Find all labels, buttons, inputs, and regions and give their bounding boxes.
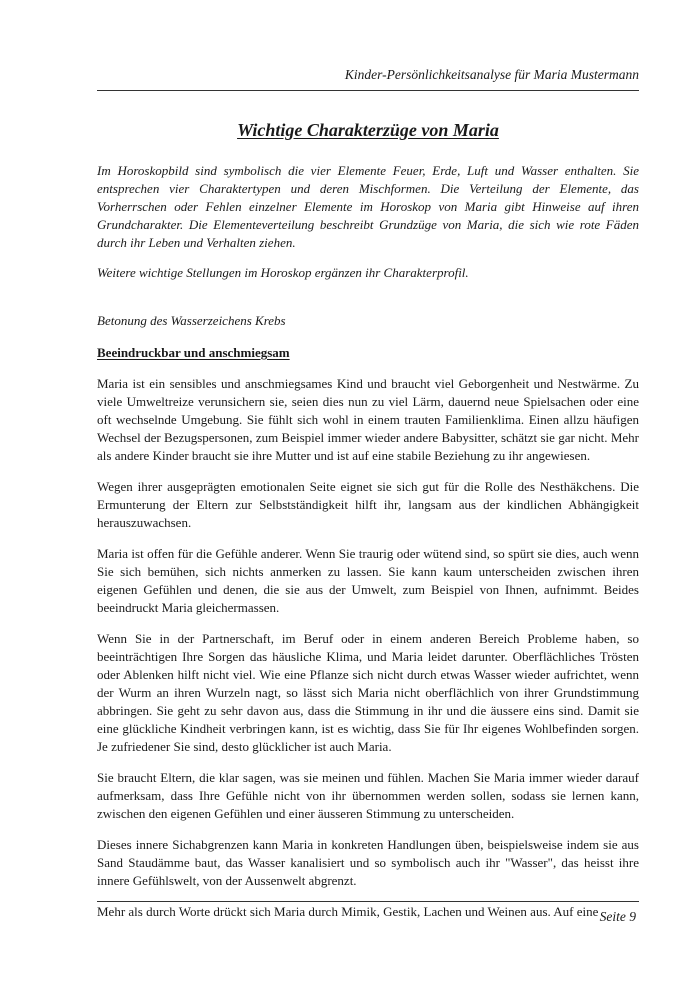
page-title: Wichtige Charakterzüge von Maria: [237, 120, 499, 140]
body-paragraph: Wegen ihrer ausgeprägten emotionalen Seite eignet sie sich gut für die Rolle des Nesthäkchens. Die Ermunterung der Eltern zur Selbstständigkeit hilft ihr, langsam aus der kindlichen Abhängigkeit herauszuwachsen.: [97, 479, 639, 530]
section-heading: Beeindruckbar und anschmiegsam: [97, 345, 290, 360]
body-paragraph: Maria ist offen für die Gefühle anderer. Wenn Sie traurig oder wütend sind, so spürt sie dies, auch wenn Sie sich bemühen, sich nichts anmerken zu lassen. Sie kann kaum unterscheiden zwischen ihren eigenen Gefühlen und denen, die sie aus der Umwelt, zum Beispiel von Ihnen, aufnimmt. Beides beeindruckt Maria gleichermassen.: [97, 546, 639, 615]
intro-paragraph: Im Horoskopbild sind symbolisch die vier Elemente Feuer, Erde, Luft und Wasser enthalten. Sie entsprechen vier Charaktertypen und deren Mischformen. Die Verteilung der Elemente, das Vorherrschen oder Fehlen einzelner Elemente im Horoskop von Maria gibt Hinweise auf ihren Grundcharakter. Die Elementeverteilung beschreibt Grundzüge von Maria, die sich wie rote Fäden durch ihr Leben und Verhalten ziehen.: [97, 163, 639, 250]
body-paragraph: Mehr als durch Worte drückt sich Maria durch Mimik, Gestik, Lachen und Weinen aus. Auf eine: [97, 904, 599, 919]
main-content: [97, 118, 639, 921]
intro-paragraph-2: Weitere wichtige Stellungen im Horoskop ergänzen ihr Charakterprofil.: [97, 265, 469, 280]
body-paragraph: Dieses innere Sichabgrenzen kann Maria in konkreten Handlungen üben, beispielsweise indem sie aus Sand Staudämme baut, das Wasser kanalisiert und so symbolisch auch ihr "Wasser", das heisst ihre innere Gefühlswelt, von der Aussenwelt abgrenzt.: [97, 837, 639, 888]
page-header: Kinder-Persönlichkeitsanalyse für Maria Mustermann: [344, 67, 639, 82]
footer-divider: [97, 901, 639, 902]
body-paragraph: Maria ist ein sensibles und anschmiegsames Kind und braucht viel Geborgenheit und Nestwärme. Zu viele Umweltreize verunsichern sie, seien dies nun zu viel Lärm, dauernd neue Spielsachen oder eine oft wechselnde Umgebung. Sie fühlt sich wohl in einem trauten Familienklima. Einen allzu häufigen Wechsel der Bezugspersonen, zum Beispiel immer wieder andere Babysitter, schätzt sie gar nicht. Mehr als andere Kinder braucht sie ihre Mutter und ist auf eine stabile Beziehung zu ihr angewiesen.: [97, 376, 639, 463]
header-divider: [97, 90, 639, 91]
body-paragraph: Sie braucht Eltern, die klar sagen, was sie meinen und fühlen. Machen Sie Maria immer wieder darauf aufmerksam, dass Ihre Gefühle nicht von ihr übernommen werden sollen, sodass sie lernen kann, zwischen den eigenen Gefühlen und einer äusseren Stimmung zu unterscheiden.: [97, 770, 639, 821]
section-label: Betonung des Wasserzeichens Krebs: [97, 313, 286, 328]
page-number: Seite 9: [599, 909, 636, 924]
body-paragraph: Wenn Sie in der Partnerschaft, im Beruf oder in einem anderen Bereich Probleme haben, so beeinträchtigen Ihre Sorgen das häusliche Klima, und Maria leidet darunter. Oberflächliches Trösten oder Ablenken hilft nicht viel. Wie eine Pflanze sich nicht durch etwas Wasser wieder aufrichtet, wenn der Wurm an ihren Wurzeln nagt, so lässt sich Maria nicht oberflächlich von ihrer Grundstimmung abbringen. Sie geht zu sehr davon aus, dass die Stimmung in ihr und die äussere eins sind. Damit sie eine glückliche Kindheit verbringen kann, ist es wichtig, dass Sie für Ihr eigenes Wohlbefinden sorgen. Je zufriedener Sie sind, desto glücklicher ist auch Maria.: [97, 631, 639, 754]
